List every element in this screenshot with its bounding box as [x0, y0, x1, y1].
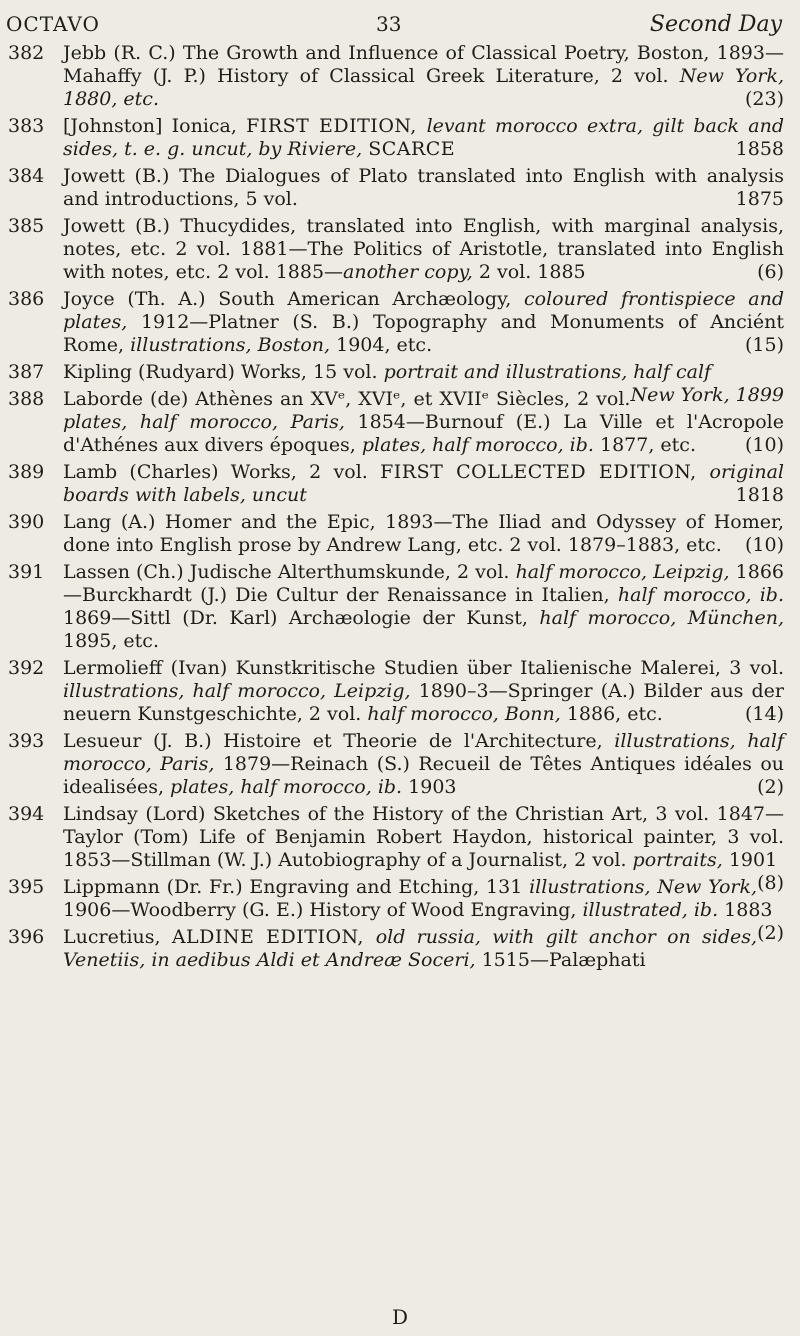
lot-price: (2)	[757, 776, 784, 798]
lot-entry	[0, 165, 800, 211]
lot-price: (2)	[757, 922, 784, 944]
lot-text-italic: plates, half morocco, Paris,	[63, 411, 358, 433]
lot-text-italic: coloured frontispiece and plates,	[63, 288, 785, 333]
lot-description	[63, 215, 784, 284]
lot-number: 393	[8, 730, 45, 752]
lot-text: 1866—Burckhardt (J.) Die Cultur der Renaissance in Italien,	[63, 561, 785, 606]
lot-text: 1877, etc.	[599, 434, 696, 456]
lot-description	[63, 657, 784, 726]
header-format: OCTAVO	[6, 12, 100, 36]
lot-text-caps: SCARCE	[368, 138, 456, 160]
lot-description	[63, 165, 784, 211]
lot-text-italic: half morocco, Leipzig,	[515, 561, 736, 583]
lot-price: (23)	[744, 88, 784, 110]
lot-price: (10)	[744, 434, 784, 456]
lot-description	[63, 388, 784, 457]
lot-text-italic: another copy,	[343, 261, 479, 283]
lot-number: 383	[8, 115, 45, 137]
lot-entry	[0, 461, 800, 507]
lot-text: 1869—Sittl (Dr. Karl) Archæologie der Kunst,	[63, 607, 540, 629]
lot-text-caps: FIRST EDITION,	[246, 115, 427, 137]
lot-list	[0, 42, 800, 976]
lot-text: 1903	[408, 776, 457, 798]
lot-text: 1854—Burnouf (E.) La Ville et l'Acropole d'Athénes aux divers époques,	[63, 411, 785, 456]
lot-text: 1904, etc.	[336, 334, 433, 356]
lot-entry	[0, 42, 800, 111]
lot-text-italic: original boards with labels, uncut	[63, 461, 784, 506]
lot-text: 1879—Reinach (S.) Recueil de Têtes Antiques idéales ou idealisées,	[63, 753, 784, 798]
lot-number: 388	[8, 388, 45, 410]
lot-text: Jowett (B.) Thucydides, translated into English, with marginal analysis, notes, etc. 2 vol. 1881—The Politics of Aristotle, translated into English with notes, etc. 2 vol. 1885—	[63, 215, 784, 283]
lot-text: 1883	[724, 899, 773, 921]
lot-text-italic: half morocco, München,	[539, 607, 784, 629]
lot-text-italic: portrait and illustrations, half calf	[383, 361, 712, 383]
lot-text: 1912—Platner (S. B.) Topography and Monuments of Anciént Rome,	[63, 311, 784, 356]
lot-text-italic: New York, 1880, etc.	[63, 65, 784, 110]
lot-text: Jowett (B.) The Dialogues of Plato translated into English with analysis and introductions, 5 vol.	[63, 165, 784, 210]
lot-description	[63, 42, 784, 111]
lot-price: (10)	[744, 534, 784, 556]
lot-text: Kipling (Rudyard) Works, 15 vol.	[63, 361, 384, 383]
lot-number: 394	[8, 803, 45, 825]
lot-description	[63, 461, 784, 507]
lot-text: Lippmann (Dr. Fr.) Engraving and Etching, 131	[63, 876, 530, 898]
lot-text: 1895, etc.	[63, 630, 159, 652]
lot-number: 386	[8, 288, 45, 310]
signature-mark: D	[391, 1305, 409, 1329]
lot-text: Lucretius,	[63, 926, 172, 948]
page-header	[6, 12, 782, 38]
lot-number: 391	[8, 561, 45, 583]
header-sale-day: Second Day	[649, 12, 782, 37]
lot-number: 384	[8, 165, 45, 187]
lot-number: 385	[8, 215, 45, 237]
lot-entry	[0, 388, 800, 457]
lot-text-italic: half morocco, Bonn,	[367, 703, 567, 725]
lot-text: 1890–3—Springer (A.) Bilder aus der neuern Kunstgeschichte, 2 vol.	[63, 680, 784, 725]
lot-text: Lassen (Ch.) Judische Alterthumskunde, 2 vol.	[63, 561, 516, 583]
lot-number: 382	[8, 42, 45, 64]
lot-price: 1818	[735, 484, 784, 506]
lot-text: Lesueur (J. B.) Histoire et Theorie de l'Architecture,	[63, 730, 615, 752]
lot-price: 1858	[735, 138, 784, 160]
lot-description	[63, 288, 784, 357]
lot-text: 1886, etc.	[566, 703, 663, 725]
lot-text: 1515—Palæphati	[481, 949, 646, 971]
lot-text-italic: old russia, with gilt anchor on sides, Venetiis, in aedibus Aldi et Andreæ Soceri,	[63, 926, 758, 971]
lot-entry	[0, 511, 800, 557]
page-number: 33	[376, 12, 402, 36]
lot-text-italic: plates, half morocco, ib.	[361, 434, 600, 456]
lot-entry	[0, 657, 800, 726]
lot-text: Joyce (Th. A.) South American Archæology,	[63, 288, 525, 310]
lot-text-italic: illustrations, half morocco, Paris,	[63, 730, 784, 775]
lot-text: 1906—Woodberry (G. E.) History of Wood Engraving,	[63, 899, 583, 921]
lot-text-italic: half morocco, ib.	[617, 584, 784, 606]
lot-text-italic: illustrated, ib.	[582, 899, 725, 921]
lot-text: Jebb (R. C.) The Growth and Influence of Classical Poetry,	[63, 42, 637, 64]
lot-text: Laborde (de) Athènes an XVᵉ, XVIᵉ, et XVIIᵉ Siècles, 2 vol.	[63, 388, 631, 410]
lot-text-italic: levant morocco extra, gilt back and sides, t. e. g. uncut, by Riviere,	[63, 115, 784, 160]
lot-text-italic: plates, half morocco, ib.	[170, 776, 409, 798]
lot-entry	[0, 561, 800, 653]
lot-description	[63, 730, 784, 799]
lot-text-caps: FIRST COLLECTED EDITION,	[380, 461, 710, 483]
lot-number: 387	[8, 361, 45, 383]
lot-text: Lamb (Charles) Works, 2 vol.	[63, 461, 381, 483]
lot-number: 389	[8, 461, 45, 483]
lot-text: Boston, 1893—Mahaffy (J. P.) History of Classical Greek Literature, 2 vol.	[63, 42, 784, 87]
lot-number: 395	[8, 876, 45, 898]
lot-text-caps: ALDINE EDITION,	[171, 926, 376, 948]
lot-entry	[0, 730, 800, 799]
lot-number: 392	[8, 657, 45, 679]
lot-number: 396	[8, 926, 45, 948]
lot-text: Lang (A.) Homer and the Epic, 1893—The Iliad and Odyssey of Homer, done into English prose by Andrew Lang, etc. 2 vol. 1879–1883, etc.	[63, 511, 784, 556]
lot-entry	[0, 115, 800, 161]
lot-text: 1901	[728, 849, 778, 871]
lot-description	[63, 561, 784, 653]
lot-entry	[0, 926, 800, 972]
lot-price: (15)	[744, 334, 784, 356]
lot-description	[63, 115, 784, 161]
lot-price: (14)	[744, 703, 784, 725]
lot-description	[63, 511, 784, 557]
lot-description	[63, 926, 784, 972]
lot-price: (8)	[757, 872, 784, 894]
lot-text-italic: illustrations, Boston,	[130, 334, 337, 356]
lot-number: 390	[8, 511, 45, 533]
lot-price: (6)	[757, 261, 784, 283]
lot-text: Lindsay (Lord) Sketches of the History of the Christian Art, 3 vol. 1847—Taylor (Tom) Life of Benjamin Robert Haydon, historical painter, 3 vol. 1853—Stillman (W. J.) Autobiography of a Journalist, 2 vol.	[63, 803, 784, 871]
lot-entry	[0, 215, 800, 284]
lot-price: 1875	[735, 188, 784, 210]
lot-text-italic: portraits,	[632, 849, 729, 871]
lot-text-italic: illustrations, New York,	[529, 876, 758, 898]
lot-text: 2 vol. 1885	[478, 261, 586, 283]
lot-entry	[0, 288, 800, 357]
lot-text-italic: illustrations, half morocco, Leipzig,	[63, 680, 419, 702]
lot-text: [Johnston] Ionica,	[63, 115, 247, 137]
lot-text: Lermolieff (Ivan) Kunstkritische Studien über Italienische Malerei, 3 vol.	[63, 657, 784, 679]
lot-price: New York, 1899	[630, 384, 784, 406]
